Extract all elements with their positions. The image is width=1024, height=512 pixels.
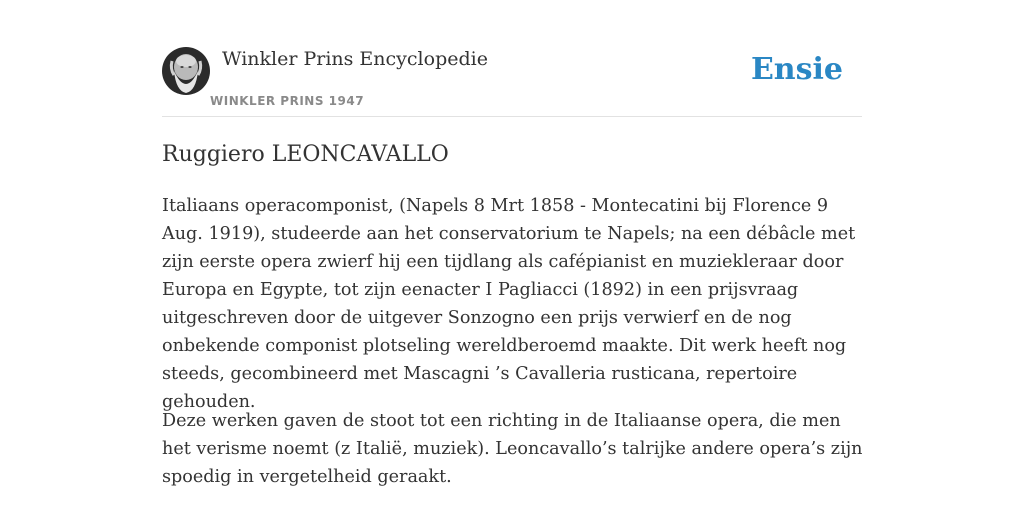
site-name[interactable]: Winkler Prins Encyclopedie: [222, 48, 488, 70]
source-label[interactable]: WINKLER PRINS 1947: [210, 94, 365, 108]
article-paragraph-2: Deze werken gaven de stoot tot een richting in de Italiaanse opera, die men het verisme noemt (z Italië, muziek). Leoncavallo’s talrijke andere opera’s zijn spoedig in vergetelheid geraakt.: [162, 411, 863, 487]
article-paragraph-1: Italiaans operacomponist, (Napels 8 Mrt 1858 - Montecatini bij Florence 9 Aug. 1919), studeerde aan het conservatorium te Napels; na een débâcle met zijn eerste opera zwierf hij een tijdlang als cafépianist en muziekleraar door Europa en Egypte, tot zijn eenacter I Pagliacci (1892) in een prijsvraag uitgeschreven door de uitgever Sonzogno een prijs verwierf en de nog onbekende componist plotseling wereldberoemd maakte. Dit werk heeft nog steeds, gecombineerd met Mascagni ’s Cavalleria rusticana, repertoire gehouden.: [162, 196, 856, 412]
author-avatar[interactable]: [162, 47, 210, 95]
brand-logo[interactable]: Ensie: [750, 52, 843, 87]
header: [162, 46, 862, 117]
article-title: Ruggiero LEONCAVALLO: [162, 142, 449, 167]
portrait-image: [162, 47, 210, 95]
